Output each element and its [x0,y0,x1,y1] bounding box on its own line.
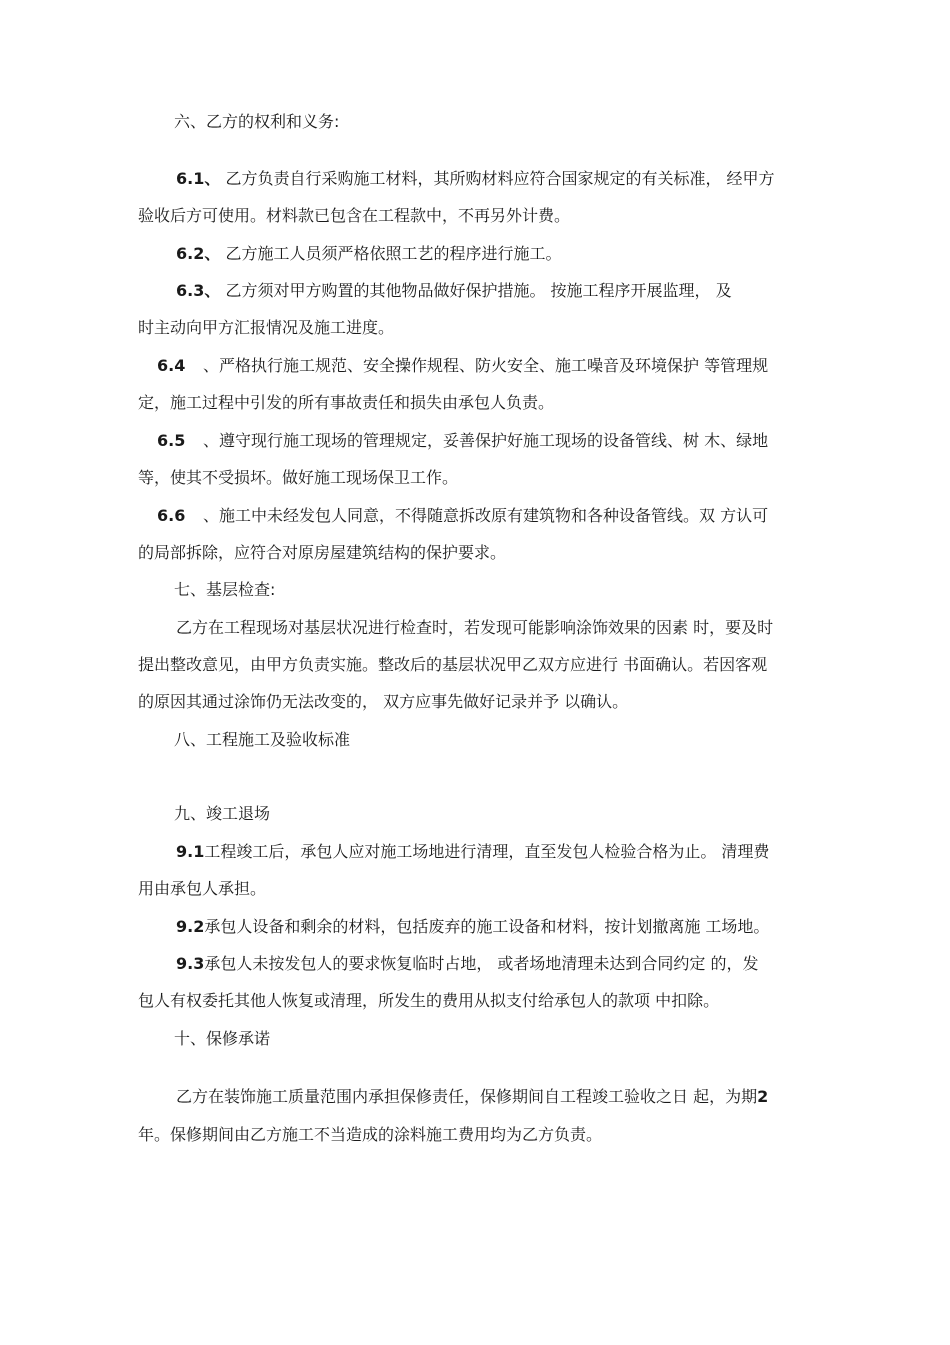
section-10-para-line-2: 年。保修期间由乙方施工不当造成的涂料施工费用均为乙方负责。 [138,1125,603,1144]
section-7-para-line-1: 乙方在工程现场对基层状况进行检查时，若发现可能影响涂饰效果的因素 时，要及时 [176,618,774,637]
item-6-3-line-2: 时主动向甲方汇报情况及施工进度。 [138,318,395,337]
item-6-2-line-1 [176,243,561,265]
item-9-1-line-1 [176,841,769,863]
item-9-2-line-1 [176,916,769,938]
item-9-1-text: 工程竣工后，承包人应对施工场地进行清理，直至发包人检验合格为止。 清理费 [204,842,770,861]
item-6-1-line-2: 验收后方可使用。材料款已包含在工程款中，不再另外计费。 [138,206,571,225]
item-9-1-number: 9.1 [176,842,205,861]
item-9-3-number: 9.3 [176,954,205,973]
item-9-3-line-2: 包人有权委托其他人恢复或清理，所发生的费用从拟支付给承包人的款项 中扣除。 [138,991,720,1010]
section-7-para-line-2: 提出整改意见，由甲方负责实施。整改后的基层状况甲乙双方应进行 书面确认。若因客观 [138,655,768,674]
item-9-3-text: 承包人未按发包人的要求恢复临时占地， 或者场地清理未达到合同约定 的，发 [204,954,759,973]
item-6-4-line-1 [157,355,768,377]
item-6-6-line-2: 的局部拆除，应符合对原房屋建筑结构的保护要求。 [138,543,507,562]
item-6-3-line-1 [176,280,732,302]
item-6-6-text: 、施工中未经发包人同意，不得随意拆改原有建筑物和各种设备管线。双 方认可 [203,506,769,525]
item-6-1-line-1 [176,168,775,190]
section-10-para-text: 乙方在装饰施工质量范围内承担保修责任，保修期间自工程竣工验收之日 起，为期 [176,1087,758,1106]
item-6-3-number: 6.3、 [176,281,221,300]
item-6-5-text: 、遵守现行施工现场的管理规定，妥善保护好施工现场的设备管线、树 木、绿地 [203,431,769,450]
item-6-4-text: 、严格执行施工规范、安全操作规程、防火安全、施工噪音及环境保护 等管理规 [203,356,769,375]
item-6-2-text: 乙方施工人员须严格依照工艺的程序进行施工。 [225,244,562,263]
section-7-para-line-3: 的原因其通过涂饰仍无法改变的， 双方应事先做好记录并予 以确认。 [138,692,629,711]
item-6-1-text: 乙方负责自行采购施工材料，其所购材料应符合国家规定的有关标准， 经甲方 [225,169,775,188]
section-10-para-line-1 [176,1086,768,1108]
item-6-4-number: 6.4 [157,356,186,375]
item-6-2-number: 6.2、 [176,244,221,263]
item-6-5-number: 6.5 [157,431,186,450]
item-6-1-number: 6.1、 [176,169,221,188]
item-9-3-line-1 [176,953,759,975]
section-9-heading: 九、竣工退场 [174,804,271,823]
item-9-1-line-2: 用由承包人承担。 [138,879,267,898]
item-6-6-number: 6.6 [157,506,186,525]
section-8-heading: 八、工程施工及验收标准 [174,730,351,749]
item-9-2-number: 9.2 [176,917,205,936]
section-7-heading: 七、基层检查: [174,580,276,599]
item-6-5-line-1 [157,430,768,452]
section-6-heading: 六、乙方的权利和义务: [174,112,340,131]
item-6-4-line-2: 定，施工过程中引发的所有事故责任和损失由承包人负责。 [138,393,555,412]
item-6-6-line-1 [157,505,768,527]
item-9-2-text: 承包人设备和剩余的材料，包括废弃的施工设备和材料，按计划撤离施 工场地。 [204,917,770,936]
item-6-5-line-2: 等，使其不受损坏。做好施工现场保卫工作。 [138,468,459,487]
item-6-3-text: 乙方须对甲方购置的其他物品做好保护措施。 按施工程序开展监理， 及 [225,281,732,300]
section-10-heading: 十、保修承诺 [174,1029,271,1048]
warranty-years-number: 2 [757,1087,769,1106]
